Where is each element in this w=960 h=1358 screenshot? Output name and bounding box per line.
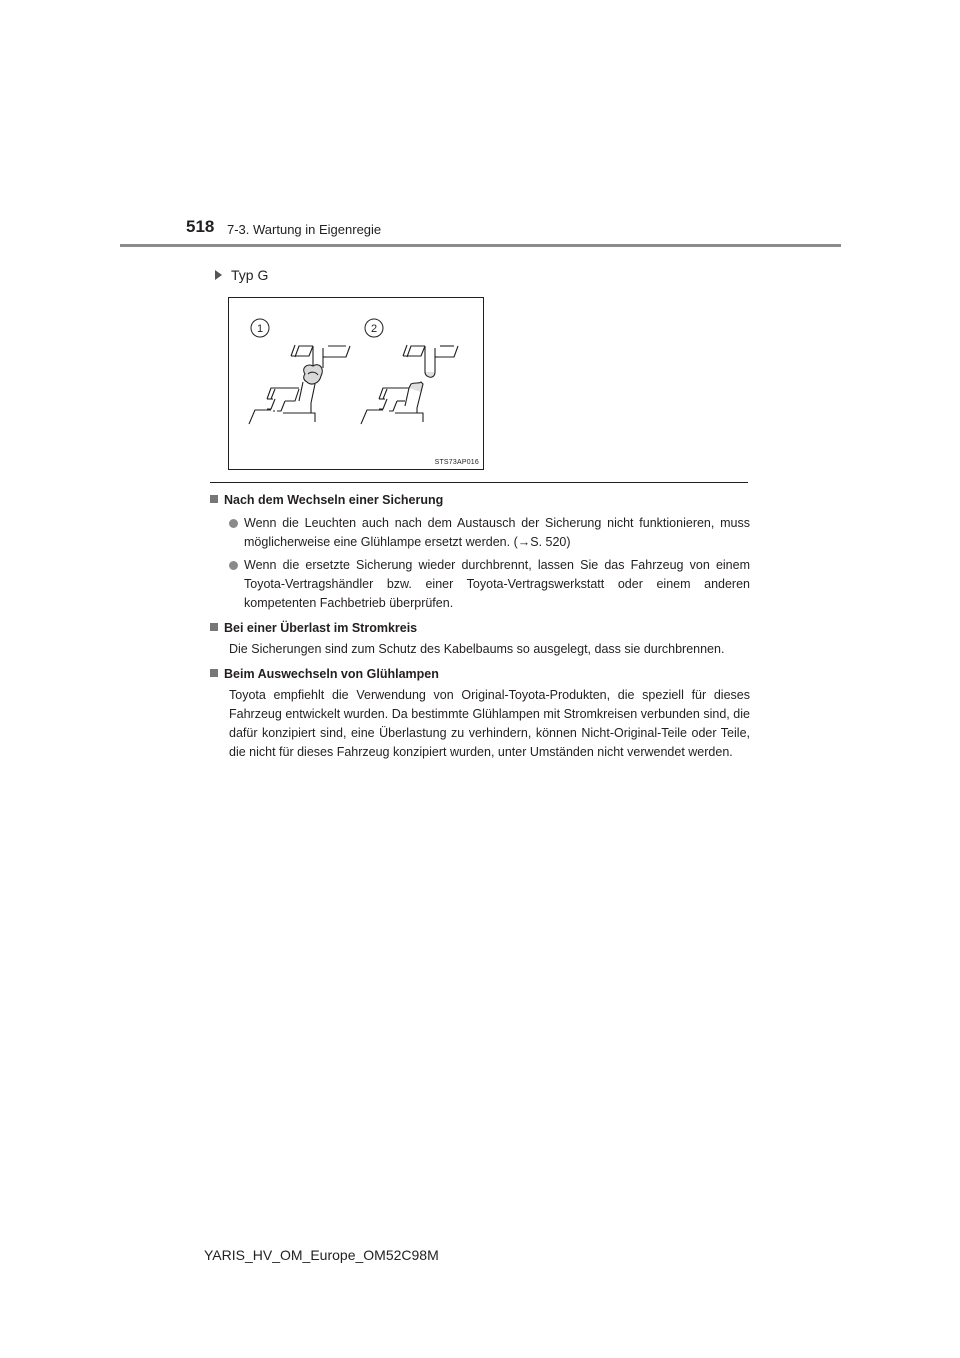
section-heading xyxy=(210,665,750,684)
section-overload xyxy=(210,619,750,659)
section-heading xyxy=(210,491,750,510)
fuse-diagram-svg xyxy=(229,298,485,471)
header-rule xyxy=(120,244,841,247)
square-bullet-icon xyxy=(210,669,218,677)
figure-code: STS73AP016 xyxy=(434,459,479,466)
section-heading xyxy=(210,619,750,638)
triangle-bullet-icon xyxy=(215,270,222,280)
section-fuse-replaced xyxy=(210,491,750,613)
type-label-text: Typ G xyxy=(231,267,269,283)
callout-1-label: 1 xyxy=(256,323,264,335)
section-bulb-replacement xyxy=(210,665,750,762)
fuse-good-icon xyxy=(249,345,350,424)
type-label xyxy=(215,267,268,283)
square-bullet-icon xyxy=(210,495,218,503)
heading-text: Beim Auswechseln von Glühlampen xyxy=(224,667,439,681)
list-item xyxy=(210,514,750,552)
content xyxy=(210,490,750,768)
list-item-text: Wenn die Leuchten auch nach dem Austausch der Sicherung nicht funktionieren, muss möglicherweise eine Glühlampe ersetzt werden. (→S. 520) xyxy=(244,516,750,549)
page-number: 518 xyxy=(186,217,215,236)
callout-1 xyxy=(251,319,269,337)
section-title: 7-3. Wartung in Eigenregie xyxy=(227,222,382,237)
heading-text: Bei einer Überlast im Stromkreis xyxy=(224,621,418,635)
square-bullet-icon xyxy=(210,623,218,631)
footer-doc-id: YARIS_HV_OM_Europe_OM52C98M xyxy=(204,1247,439,1263)
list-item-text: Wenn die ersetzte Sicherung wieder durchbrennt, lassen Sie das Fahrzeug von einem Toyota-Vertragshändler bzw. einer Toyota-Vertragswerkstatt oder einem anderen kompetenten Fachbetrieb überprüfen. xyxy=(244,558,750,610)
content-rule xyxy=(210,482,748,483)
list-item xyxy=(210,556,750,613)
callout-2 xyxy=(365,319,383,337)
paragraph: Die Sicherungen sind zum Schutz des Kabelbaums so ausgelegt, dass sie durchbrennen. xyxy=(229,642,725,656)
circle-bullet-icon xyxy=(229,519,238,528)
paragraph: Toyota empfiehlt die Verwendung von Original-Toyota-Produkten, die speziell für dieses Fahrzeug entwickelt wurden. Da bestimmte Glühlampen mit Stromkreisen verbunden sind, die dafür konzipiert sind, eine Überlastung zu verhindern, können Nicht-Original-Teile oder Teile, die nicht für dieses Fahrzeug konzipiert wurden, unter Umständen nicht verwendet werden. xyxy=(229,688,750,759)
callout-2-label: 2 xyxy=(370,323,378,335)
heading-text: Nach dem Wechseln einer Sicherung xyxy=(224,493,444,507)
circle-bullet-icon xyxy=(229,561,238,570)
fuse-blown-icon xyxy=(361,345,458,424)
fuse-illustration xyxy=(228,297,484,470)
